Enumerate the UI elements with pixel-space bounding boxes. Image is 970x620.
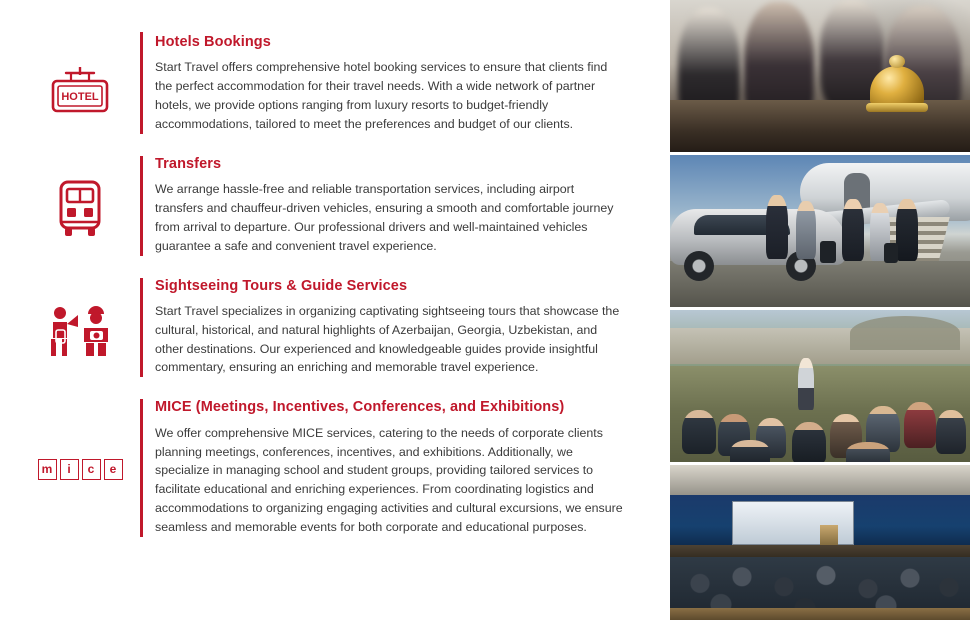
bus-icon-cell <box>20 156 140 240</box>
service-title-transfers: Transfers <box>155 155 222 172</box>
service-bell-knob <box>889 55 905 68</box>
front-rail <box>670 608 970 620</box>
photo-figure <box>842 199 864 261</box>
photo-sightseeing-group <box>670 310 970 465</box>
tour-guide-icon-cell <box>20 278 140 360</box>
service-text-transfers <box>140 156 650 256</box>
service-text-sightseeing <box>140 278 650 378</box>
service-title-hotels: Hotels Bookings <box>155 34 271 50</box>
mice-letter-m: m <box>38 459 57 480</box>
svg-text:HOTEL: HOTEL <box>61 91 99 103</box>
photo-figure <box>792 422 826 464</box>
service-bell-base <box>866 103 928 112</box>
service-text-hotels <box>140 32 650 134</box>
service-text-mice <box>140 399 650 536</box>
photo-figure <box>896 199 918 261</box>
service-block-hotels <box>20 32 650 134</box>
mice-letters-icon-cell <box>20 399 140 480</box>
photo-conference-hall <box>670 465 970 620</box>
luggage <box>884 243 898 263</box>
tour-guide-figure <box>798 358 814 410</box>
service-block-transfers <box>20 156 650 256</box>
service-block-sightseeing <box>20 278 650 378</box>
service-body-hotels: Start Travel offers comprehensive hotel booking services to ensure that clients find the perfect accommodation for their travel needs. With a wide network of partner hotels, we provide options ranging from luxury resorts to budget-friendly accommodations, tailored to meet the preferences and budget of our clients. <box>155 60 608 131</box>
mice-letters-icon <box>38 459 123 480</box>
photo-airport-transfer <box>670 155 970 310</box>
photo-figure <box>796 201 816 259</box>
photo-figure <box>682 410 716 454</box>
photo-figure <box>846 442 890 465</box>
mice-letter-i: i <box>60 459 79 480</box>
mice-letter-e: e <box>104 459 123 480</box>
service-body-sightseeing: Start Travel specializes in organizing captivating sightseeing tours that showcase the cultural, historical, and natural highlights of Azerbaijan, Georgia, Uzbekistan, and other destinations. Our experienced and knowledgeable guides provide insightful commentary, ensuring an enriching and memorable travel experience. <box>155 303 620 375</box>
service-body-mice: We offer comprehensive MICE services, catering to the needs of corporate clients planning meetings, conferences, incentives, and exhibitions. Additionally, we specialize in managing school and student groups, providing tailored services to facilitate educational and enriching experiences. From coordinating logistics and accommodations to organizing engaging activities and cultural excursions, we ensure seamless and memorable events for both corporate and educational purposes. <box>155 425 623 534</box>
photo-figure <box>730 440 770 465</box>
photo-figure <box>766 195 788 259</box>
photo-hotel-bell <box>670 0 970 155</box>
mice-letter-c: c <box>82 459 101 480</box>
hall-ceiling <box>670 465 970 499</box>
service-body-transfers: We arrange hassle-free and reliable transportation services, including airport transfers and chauffeur-driven vehicles, ensuring a smooth and comfortable journey from arrival to departure. Our professional drivers and well-maintained vehicles guarantee a safe and convenient travel experience. <box>155 182 614 253</box>
limousine-wheel <box>684 251 714 281</box>
tarmac <box>670 261 970 307</box>
tour-guide-icon <box>40 304 120 360</box>
hotel-sign-icon-cell <box>20 32 140 122</box>
service-title-mice: MICE (Meetings, Incentives, Conferences, and Exhibitions) <box>155 399 565 416</box>
hotel-sign-icon <box>44 64 116 122</box>
service-title-sightseeing: Sightseeing Tours & Guide Services <box>155 277 408 294</box>
photo-column <box>670 0 970 620</box>
service-block-mice <box>20 399 650 536</box>
acropolis-hill <box>850 316 960 350</box>
photo-figure <box>904 402 936 448</box>
bus-icon <box>51 178 109 240</box>
photo-figure <box>936 410 966 454</box>
luggage <box>820 241 836 263</box>
